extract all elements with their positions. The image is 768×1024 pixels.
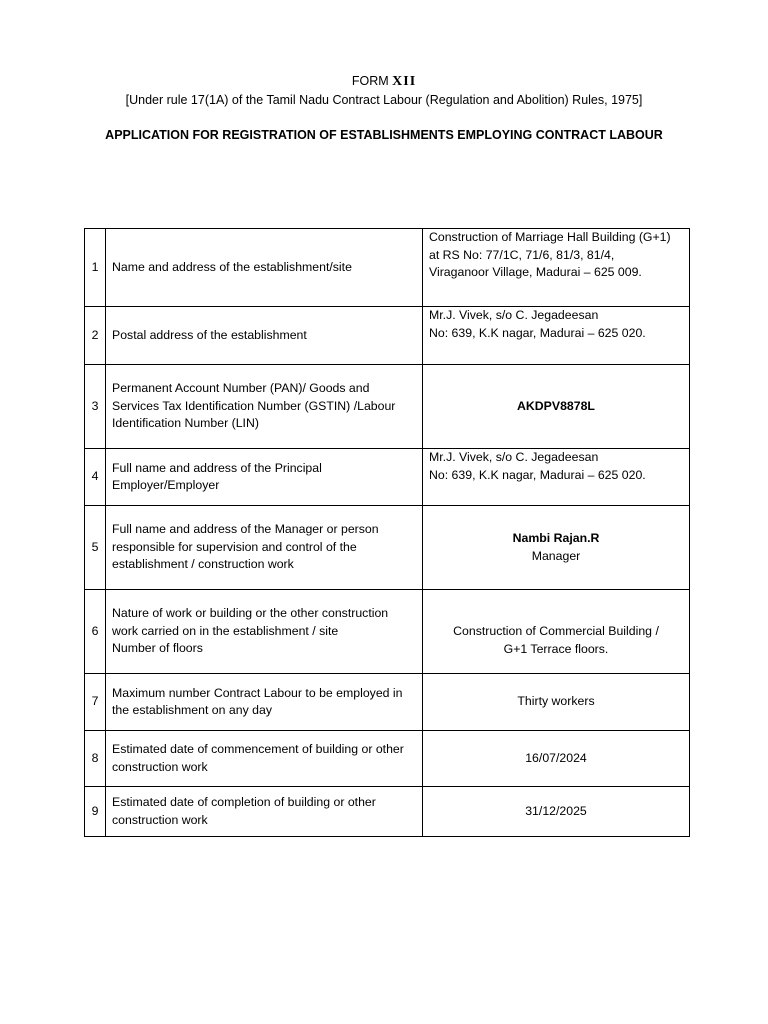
label-line: Number of floors [112, 641, 203, 656]
table-row [85, 590, 690, 674]
row-number: 8 [85, 731, 106, 787]
row-label: Permanent Account Number (PAN)/ Goods and Services Tax Identification Number (GSTIN) /Labour Identification Number (LIN) [106, 365, 423, 449]
value-line: Mr.J. Vivek, s/o C. Jegadeesan [429, 450, 599, 464]
row-number: 2 [85, 307, 106, 365]
value-line: No: 639, K.K nagar, Madurai – 625 020. [429, 325, 646, 340]
row-label: Estimated date of completion of building or other construction work [106, 787, 423, 837]
row-label: Estimated date of commencement of building or other construction work [106, 731, 423, 787]
value-line: at RS No: 77/1C, 71/6, 81/3, 81/4, [429, 247, 615, 262]
row-value: 16/07/2024 [423, 731, 690, 787]
rule-reference: [Under rule 17(1A) of the Tamil Nadu Contract Labour (Regulation and Abolition) Rules, 1975] [125, 93, 643, 107]
row-value [423, 506, 690, 590]
row-label: Name and address of the establishment/site [106, 229, 423, 307]
row-value: Thirty workers [423, 674, 690, 731]
value-line: G+1 Terrace floors. [503, 641, 609, 656]
row-value: 31/12/2025 [423, 787, 690, 837]
form-title [0, 74, 768, 90]
value-line: Viraganoor Village, Madurai – 625 009. [429, 265, 642, 279]
row-value [423, 449, 690, 506]
table-row [85, 731, 690, 787]
row-label: Full name and address of the Principal Employer/Employer [106, 449, 423, 506]
row-number: 9 [85, 787, 106, 837]
table-row [85, 674, 690, 731]
manager-name: Nambi Rajan.R [512, 531, 600, 545]
row-number: 4 [85, 449, 106, 506]
registration-table [84, 228, 690, 837]
value-line: Construction of Commercial Building / [453, 624, 659, 638]
table-row [85, 506, 690, 590]
form-number: XII [392, 74, 417, 89]
row-label: Full name and address of the Manager or person responsible for supervision and control of the establishment / construction work [106, 506, 423, 590]
table-row [85, 449, 690, 506]
row-value [423, 307, 690, 365]
table-row [85, 307, 690, 365]
form-heading: APPLICATION FOR REGISTRATION OF ESTABLISHMENTS EMPLOYING CONTRACT LABOUR [105, 128, 663, 142]
row-label: Postal address of the establishment [106, 307, 423, 365]
row-number: 5 [85, 506, 106, 590]
table-row [85, 787, 690, 837]
value-line: No: 639, K.K nagar, Madurai – 625 020. [429, 467, 646, 482]
value-line: Construction of Marriage Hall Building (G+1) [429, 230, 671, 244]
row-label: Maximum number Contract Labour to be employed in the establishment on any day [106, 674, 423, 731]
row-value: AKDPV8878L [423, 365, 690, 449]
row-number: 3 [85, 365, 106, 449]
row-number: 6 [85, 590, 106, 674]
row-number: 7 [85, 674, 106, 731]
row-label [106, 590, 423, 674]
row-value [423, 590, 690, 674]
row-number: 1 [85, 229, 106, 307]
form-word: FORM [351, 74, 389, 88]
label-line: Nature of work or building or the other construction work carried on in the establishment / site [112, 606, 389, 638]
table-row [85, 365, 690, 449]
value-line: Mr.J. Vivek, s/o C. Jegadeesan [429, 308, 599, 322]
manager-role: Manager [531, 548, 581, 563]
row-value [423, 229, 690, 307]
table-row [85, 229, 690, 307]
